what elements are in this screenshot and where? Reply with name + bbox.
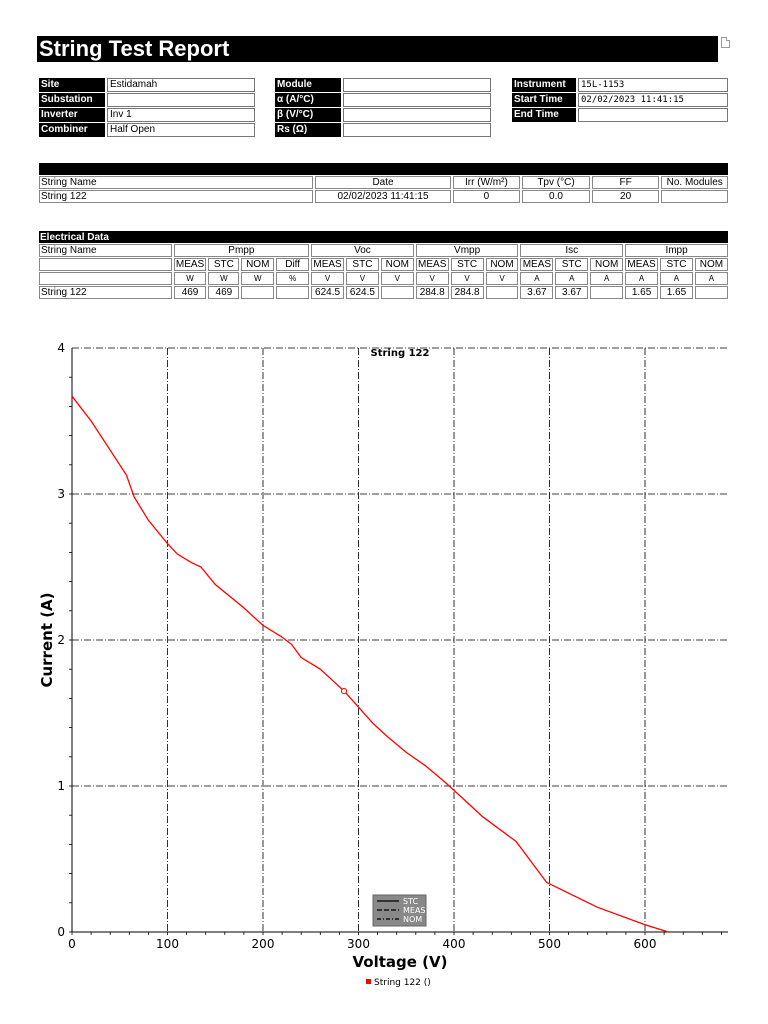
cell-impp-meas: 1.65 <box>625 286 658 299</box>
cell-pmpp-nom <box>241 286 274 299</box>
cell-isc-nom <box>590 286 623 299</box>
cell-vmpp-meas: 284.8 <box>416 286 449 299</box>
group-voc: Voc <box>311 244 414 257</box>
cell-voc-nom <box>381 286 414 299</box>
series-legend[interactable] <box>366 978 431 988</box>
chart-grid <box>72 348 728 932</box>
subcol-voc-stc: STC <box>346 258 379 271</box>
y-tick-label: 2 <box>57 633 65 647</box>
instrument-info-table <box>510 77 730 123</box>
group-vmpp: Vmpp <box>416 244 519 257</box>
instrument-label: Instrument <box>512 78 576 92</box>
cell-string-name: String 122 <box>39 190 313 203</box>
instrument-value: 15L-1153 <box>578 78 728 92</box>
unit-voc-stc: V <box>346 272 379 285</box>
subcol-pmpp-diff: Diff <box>276 258 309 271</box>
cell-pmpp-meas: 469 <box>174 286 207 299</box>
cell-tpv: 0.0 <box>522 190 590 203</box>
subcol-voc-nom: NOM <box>381 258 414 271</box>
x-tick-label: 200 <box>251 937 275 951</box>
x-tick-label: 100 <box>156 937 179 951</box>
alpha-value <box>343 93 491 107</box>
unit-pmpp-diff: % <box>276 272 309 285</box>
col-string-name: String Name <box>39 176 313 189</box>
iv-curve-chart <box>0 330 768 994</box>
legend-entry-label: STC <box>403 897 419 906</box>
group-isc: Isc <box>520 244 623 257</box>
cell-vmpp-stc: 284.8 <box>451 286 484 299</box>
table-row <box>39 190 728 203</box>
y-tick-label: 0 <box>57 925 65 939</box>
col-tpv: Tpv (°C) <box>522 176 590 189</box>
subcol-pmpp-stc: STC <box>208 258 239 271</box>
unit-vmpp-stc: V <box>451 272 484 285</box>
unit-impp-stc: A <box>660 272 693 285</box>
y-tick-label: 4 <box>57 341 65 355</box>
start-time-value: 02/02/2023 11:41:15 <box>578 93 728 107</box>
unit-impp-meas: A <box>625 272 658 285</box>
x-tick-label: 500 <box>538 937 561 951</box>
report-title: String Test Report <box>37 36 718 62</box>
subcol-isc-stc: STC <box>555 258 588 271</box>
subcol-vmpp-meas: MEAS <box>416 258 449 271</box>
unit-voc-meas: V <box>311 272 344 285</box>
x-axis-label: Voltage (V) <box>352 953 448 971</box>
electrical-data-table <box>37 230 730 300</box>
substation-value <box>107 93 255 107</box>
document-icon[interactable] <box>721 37 730 48</box>
subcol-impp-nom: NOM <box>695 258 728 271</box>
x-tick-label: 300 <box>347 937 370 951</box>
module-label: Module <box>275 78 341 92</box>
site-value: Estidamah <box>107 78 255 92</box>
legend-entry-label: NOM <box>403 915 423 924</box>
cell-pmpp-diff <box>276 286 309 299</box>
subcol-impp-stc: STC <box>660 258 693 271</box>
series-line <box>72 396 668 932</box>
inverter-label: Inverter <box>39 108 105 122</box>
cell-vmpp-nom <box>486 286 519 299</box>
line-style-legend <box>373 895 426 926</box>
subcol-isc-meas: MEAS <box>520 258 553 271</box>
subcol-pmpp-nom: NOM <box>241 258 274 271</box>
unit-vmpp-nom: V <box>486 272 519 285</box>
start-time-label: Start Time <box>512 93 576 107</box>
chart-title: String 122 <box>370 348 430 359</box>
cell-irradiance: 0 <box>453 190 521 203</box>
subcol-pmpp-meas: MEAS <box>174 258 207 271</box>
legend-entry-label: MEAS <box>403 906 426 915</box>
subcol-vmpp-stc: STC <box>451 258 484 271</box>
unit-impp-nom: A <box>695 272 728 285</box>
combiner-value: Half Open <box>107 123 255 137</box>
table-row <box>39 286 728 299</box>
group-impp: Impp <box>625 244 728 257</box>
inverter-value: Inv 1 <box>107 108 255 122</box>
unit-isc-meas: A <box>520 272 553 285</box>
col-no-modules: No. Modules <box>661 176 728 189</box>
unit-vmpp-meas: V <box>416 272 449 285</box>
substation-label: Substation <box>39 93 105 107</box>
cell-ff: 20 <box>592 190 660 203</box>
alpha-label: α (A/°C) <box>275 93 341 107</box>
cell-isc-stc: 3.67 <box>555 286 588 299</box>
col-irradiance: Irr (W/m²) <box>453 176 521 189</box>
rs-value <box>343 123 491 137</box>
y-axis-label: Current (A) <box>38 592 56 688</box>
beta-label: β (V/°C) <box>275 108 341 122</box>
cell-impp-stc: 1.65 <box>660 286 693 299</box>
mpp-point <box>341 689 346 694</box>
cell-no-modules <box>661 190 728 203</box>
subcol-vmpp-nom: NOM <box>486 258 519 271</box>
site-info-table <box>37 77 257 138</box>
combiner-label: Combiner <box>39 123 105 137</box>
unit-pmpp-nom: W <box>241 272 274 285</box>
x-tick-label: 0 <box>68 937 76 951</box>
conditions-table <box>37 162 730 204</box>
unit-isc-nom: A <box>590 272 623 285</box>
col-string-name: String Name <box>39 244 172 257</box>
unit-voc-nom: V <box>381 272 414 285</box>
unit-isc-stc: A <box>555 272 588 285</box>
blank-cell <box>39 258 172 271</box>
cell-isc-meas: 3.67 <box>520 286 553 299</box>
cell-voc-stc: 624.5 <box>346 286 379 299</box>
cell-voc-meas: 624.5 <box>311 286 344 299</box>
col-ff: FF <box>592 176 660 189</box>
end-time-value <box>578 108 728 122</box>
x-tick-label: 400 <box>442 937 466 951</box>
site-label: Site <box>39 78 105 92</box>
unit-pmpp-meas: W <box>174 272 207 285</box>
module-value <box>343 78 491 92</box>
subcol-impp-meas: MEAS <box>625 258 658 271</box>
module-info-table <box>273 77 493 138</box>
col-date: Date <box>315 176 450 189</box>
cell-pmpp-stc: 469 <box>208 286 239 299</box>
y-tick-label: 1 <box>57 779 65 793</box>
subcol-isc-nom: NOM <box>590 258 623 271</box>
cell-impp-nom <box>695 286 728 299</box>
conditions-header <box>39 163 728 175</box>
cell-date: 02/02/2023 11:41:15 <box>315 190 450 203</box>
y-tick-label: 3 <box>57 487 65 501</box>
series-swatch <box>366 979 371 984</box>
blank-cell <box>39 272 172 285</box>
unit-pmpp-stc: W <box>208 272 239 285</box>
electrical-header: Electrical Data <box>39 231 728 243</box>
group-pmpp: Pmpp <box>174 244 310 257</box>
x-tick-label: 600 <box>633 937 657 951</box>
beta-value <box>343 108 491 122</box>
end-time-label: End Time <box>512 108 576 122</box>
rs-label: Rs (Ω) <box>275 123 341 137</box>
subcol-voc-meas: MEAS <box>311 258 344 271</box>
cell-string-name: String 122 <box>39 286 172 299</box>
series-legend-label: String 122 () <box>374 978 431 988</box>
